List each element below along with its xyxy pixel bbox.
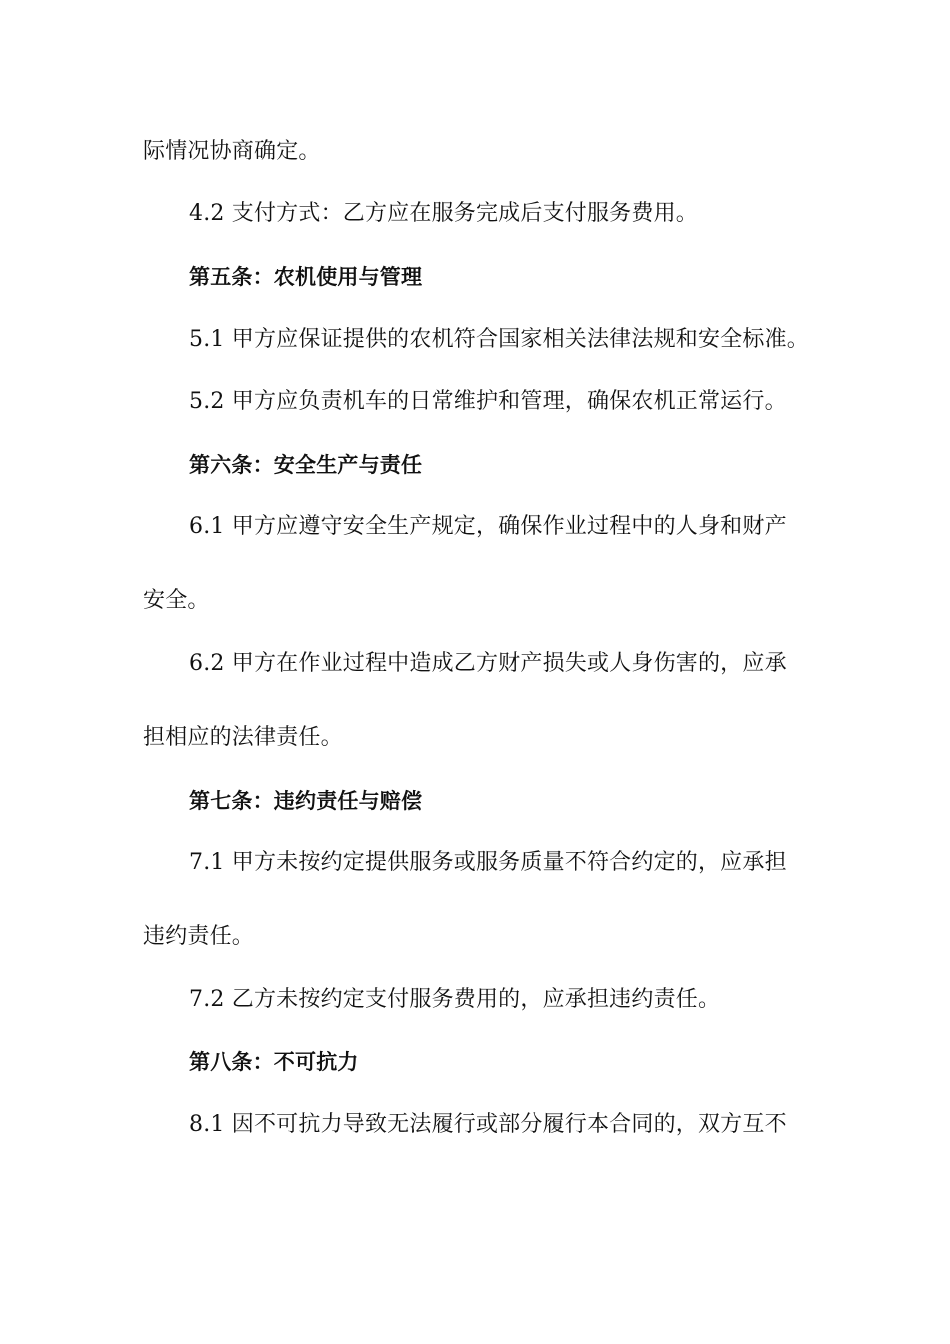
clause-7-2: 7.2 乙方未按约定支付服务费用的，应承担违约责任。 (189, 987, 721, 1012)
clause-5-1: 5.1 甲方应保证提供的农机符合国家相关法律法规和安全标准。 (189, 327, 809, 352)
article-7-heading: 第七条：违约责任与赔偿 (189, 789, 423, 813)
clause-6-2: 6.2 甲方在作业过程中造成乙方财产损失或人身伤害的，应承 (189, 651, 787, 676)
paragraph-line-continuation: 际情况协商确定。 (143, 139, 321, 164)
clause-6-1-continuation: 安全。 (143, 588, 210, 613)
clause-6-1: 6.1 甲方应遵守安全生产规定，确保作业过程中的人身和财产 (189, 514, 787, 539)
clause-8-1: 8.1 因不可抗力导致无法履行或部分履行本合同的，双方互不 (189, 1112, 787, 1137)
article-5-heading: 第五条：农机使用与管理 (189, 265, 423, 289)
clause-7-1: 7.1 甲方未按约定提供服务或服务质量不符合约定的，应承担 (189, 850, 787, 875)
article-8-heading: 第八条：不可抗力 (189, 1050, 359, 1074)
article-6-heading: 第六条：安全生产与责任 (189, 453, 423, 477)
clause-7-1-continuation: 违约责任。 (143, 924, 255, 949)
clause-6-2-continuation: 担相应的法律责任。 (143, 725, 343, 750)
clause-5-2: 5.2 甲方应负责机车的日常维护和管理，确保农机正常运行。 (189, 389, 787, 414)
clause-4-2: 4.2 支付方式：乙方应在服务完成后支付服务费用。 (189, 201, 698, 226)
